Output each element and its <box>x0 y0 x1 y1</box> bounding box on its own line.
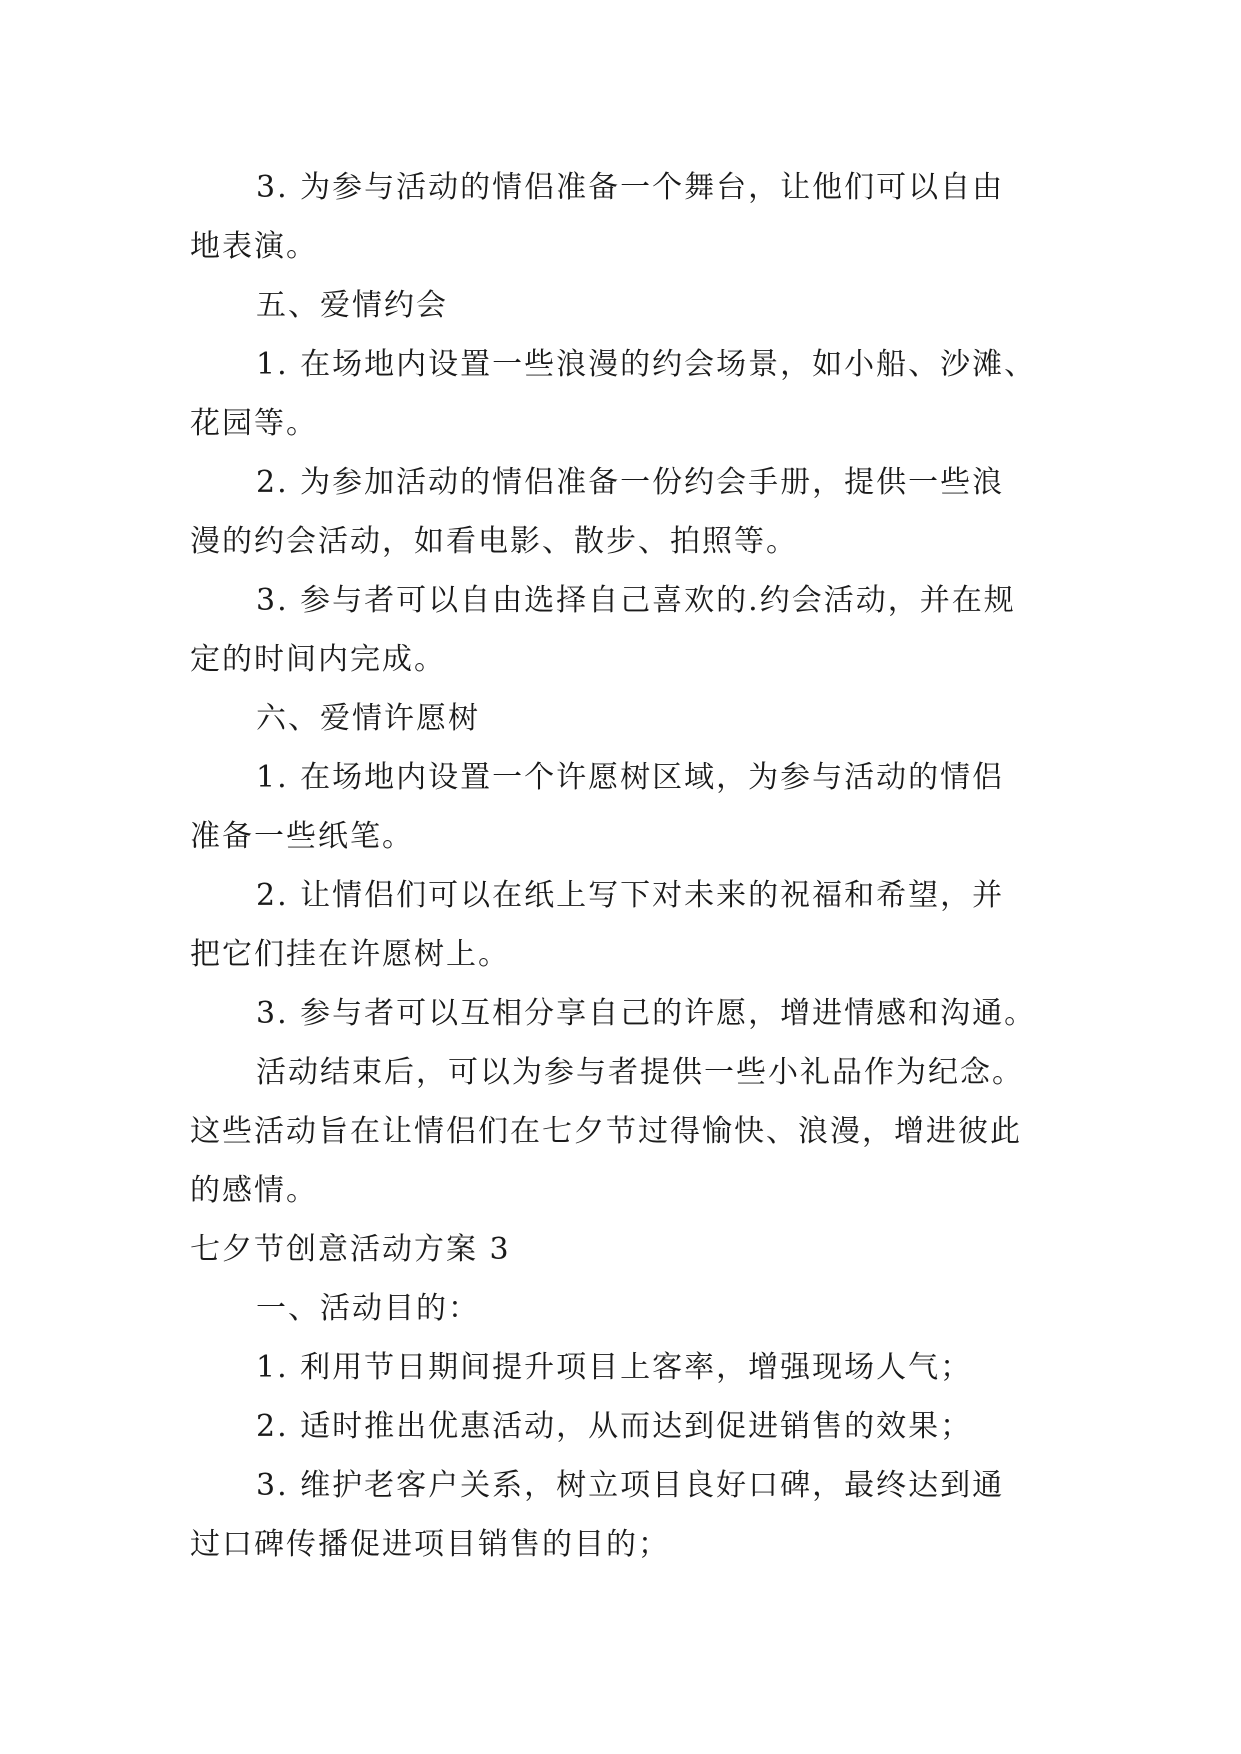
document-subtitle: 七夕节创意活动方案 3 <box>190 1232 511 1267</box>
section-heading: 五、爱情约会 <box>256 288 448 323</box>
text-line: 地表演。 <box>190 229 318 264</box>
text-line: 3. 为参与活动的情侣准备一个舞台，让他们可以自由 <box>256 170 1005 205</box>
text-line: 1. 在场地内设置一个许愿树区域，为参与活动的情侣 <box>256 760 1005 795</box>
text-line: 活动结束后，可以为参与者提供一些小礼品作为纪念。 <box>256 1055 1024 1090</box>
text-line: 花园等。 <box>190 406 318 441</box>
text-line: 2. 适时推出优惠活动，从而达到促进销售的效果； <box>256 1409 973 1444</box>
text-line: 过口碑传播促进项目销售的目的； <box>190 1527 670 1562</box>
text-line: 漫的约会活动，如看电影、散步、拍照等。 <box>190 524 798 559</box>
document-body <box>190 158 1070 1574</box>
text-line: 2. 为参加活动的情侣准备一份约会手册，提供一些浪 <box>256 465 1005 500</box>
text-line: 2. 让情侣们可以在纸上写下对未来的祝福和希望，并 <box>256 878 1005 913</box>
text-line: 把它们挂在许愿树上。 <box>190 937 510 972</box>
text-line: 这些活动旨在让情侣们在七夕节过得愉快、浪漫，增进彼此 <box>190 1114 1022 1149</box>
text-line: 的感情。 <box>190 1173 318 1208</box>
text-line: 3. 维护老客户关系，树立项目良好口碑，最终达到通 <box>256 1468 1005 1503</box>
text-line: 3. 参与者可以自由选择自己喜欢的.约会活动，并在规 <box>256 583 1016 618</box>
section-heading: 六、爱情许愿树 <box>256 701 480 736</box>
text-line: 3. 参与者可以互相分享自己的许愿，增进情感和沟通。 <box>256 996 1037 1031</box>
text-line: 1. 利用节日期间提升项目上客率，增强现场人气； <box>256 1350 973 1385</box>
text-line: 1. 在场地内设置一些浪漫的约会场景，如小船、沙滩、 <box>256 347 1037 382</box>
text-line: 准备一些纸笔。 <box>190 819 414 854</box>
section-heading: 一、活动目的： <box>256 1291 480 1326</box>
text-line: 定的时间内完成。 <box>190 642 446 677</box>
